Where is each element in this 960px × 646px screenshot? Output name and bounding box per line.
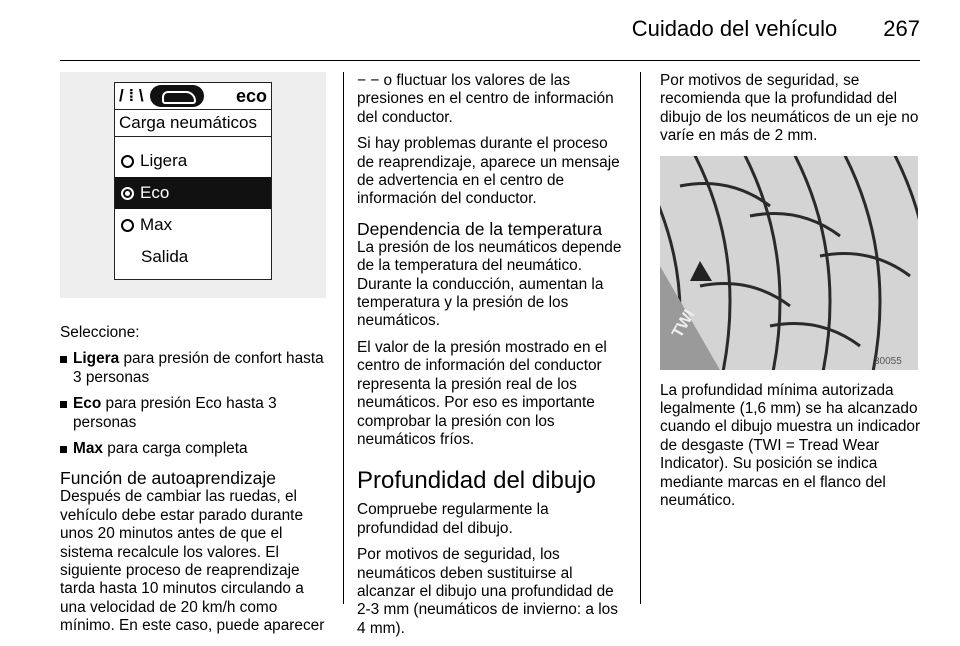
tire-tread-illustration [660, 156, 918, 370]
header-rule [60, 60, 920, 61]
display-option-eco: Eco [115, 177, 271, 209]
paragraph: La profundidad mínima autorizada legalmente (1,6 mm) se ha alcanzado cuando el dibujo muestra un indicador de desgaste (TWI = Tread Wear Indicator). Su posición se indica mediante marcas en el flanco del neumático. [660, 381, 921, 510]
bullet-square-icon [60, 401, 67, 408]
page-header [60, 16, 920, 42]
display-option-max: Max [115, 209, 271, 241]
radio-selected-icon [121, 187, 134, 200]
bullet-item: Ligera para presión de confort hasta 3 personas [60, 350, 326, 387]
display-option-ligera: Ligera [115, 145, 271, 177]
image-code: 30055 [874, 355, 902, 367]
radio-icon [121, 155, 134, 168]
paragraph: Por motivos de seguridad, se recomienda que la profundidad del dibujo de los neumáticos de un eje no varíe en más de 2 mm. [660, 72, 919, 145]
column-divider [640, 72, 641, 604]
paragraph: Si hay problemas durante el proceso de reaprendizaje, aparece un mensaje de advertencia en el centro de información del conductor. [357, 135, 620, 208]
column-1 [60, 72, 326, 644]
eco-label: eco [235, 85, 267, 106]
tread-wear-figure [660, 156, 918, 370]
display-icon-row [115, 83, 271, 109]
select-intro: Seleccione: [60, 324, 140, 341]
header-title: Cuidado del vehículo [631, 16, 838, 41]
tire-load-display-figure [60, 72, 326, 298]
bullet-item: Max para carga completa [60, 440, 326, 458]
road-icon: / ⁞ \ [119, 85, 144, 105]
section-heading: Dependencia de la temperatura [357, 218, 603, 239]
bullet-square-icon [60, 356, 67, 363]
column-2 [357, 72, 625, 646]
paragraph: Compruebe regularmente la profundidad del dibujo. [357, 501, 549, 537]
display-title: Carga neumáticos [115, 110, 271, 137]
paragraph: − − o fluctuar los valores de las presiones en el centro de información del conductor. [357, 72, 614, 126]
bullet-item: Eco para presión Eco hasta 3 personas [60, 395, 326, 432]
info-display [114, 82, 272, 280]
column-divider [343, 72, 344, 604]
paragraph: El valor de la presión mostrado en el centro de información del conductor representa la presión real de los neumáticos. Por eso es importante comprobar la presión con los neumáticos fríos. [357, 338, 607, 448]
paragraph: Por motivos de seguridad, los neumáticos deben sustituirse al alcanzar el dibujo una profundidad de 2-3 mm (neumáticos de invierno: a los 4 mm). [357, 546, 618, 637]
display-exit: Salida [141, 247, 189, 267]
page-number: 267 [883, 16, 920, 41]
radio-icon [121, 219, 134, 232]
paragraph: La presión de los neumáticos depende de la temperatura del neumático. Durante la conducción, aumentan la temperatura y la presión de los neumáticos. [357, 238, 622, 330]
twi-label: TWI [669, 306, 699, 341]
column-3 [660, 72, 922, 518]
chapter-heading: Profundidad del dibujo [357, 467, 596, 495]
bullet-square-icon [60, 446, 67, 453]
paragraph: Después de cambiar las ruedas, el vehículo debe estar parado durante unos 20 minutos antes de que el sistema recalcule los valores. El siguiente proceso de reaprendizaje tarda hasta 10 minutos circulando a una velocidad de 20 km/h como mínimo. En este caso, puede aparecer [60, 488, 325, 635]
section-heading: Función de autoaprendizaje [60, 468, 276, 489]
car-icon [150, 85, 204, 107]
